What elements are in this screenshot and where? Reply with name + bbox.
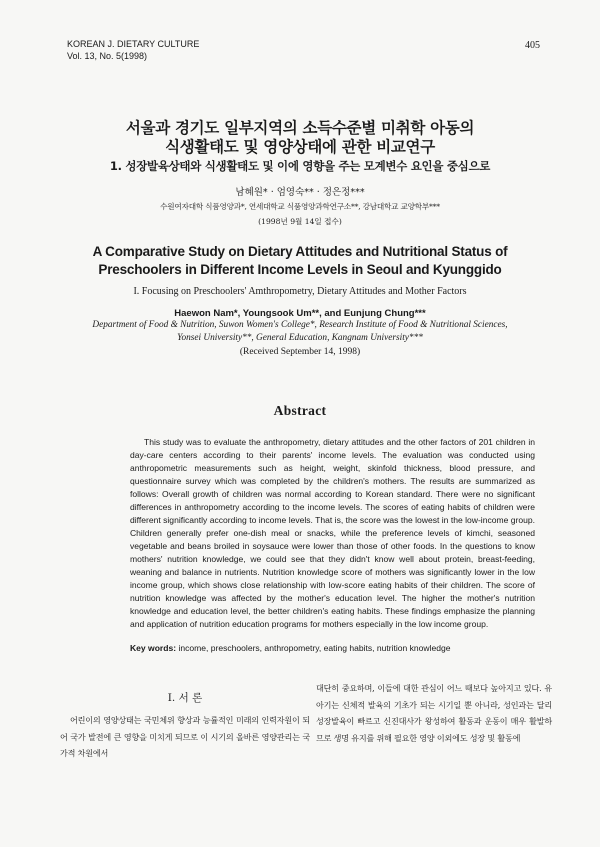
english-affiliation-line-2: Yonsei University**, General Education, Kangnam University*** [177, 333, 423, 343]
korean-authors: 남혜원* · 엄영숙** · 정은정*** [235, 187, 365, 198]
page-number: 405 [525, 40, 540, 51]
english-subtitle: I. Focusing on Preschoolers' Amthropometry, Dietary Attitudes and Mother Factors [133, 286, 467, 297]
section-heading-introduction: I. 서 론 [167, 692, 203, 704]
intro-right-column: 대단히 중요하며, 이들에 대한 관심이 어느 때보다 높아지고 있다. 유아기는 신체적 발육의 기초가 되는 시기일 뿐 아니라, 성인과는 달리 성장발육이 빠르고 신진대사가 왕성하여 활동과 운동이 매우 활발하므로 생명 유지를 위해 필요한 영양 이외에도 성장 및 활동에 [316, 683, 552, 743]
keywords [130, 643, 540, 653]
english-affiliation-line-1: Department of Food & Nutrition, Suwon Women's College*, Research Institute of Food & Nutritional Sciences, [92, 320, 508, 330]
intro-left-column: 어린이의 영양상태는 국민체위 향상과 능률적인 미래의 인력자원이 되어 국가 발전에 큰 영향을 미치게 되므로 이 시기의 올바른 영양관리는 국가적 차원에서 [60, 715, 310, 758]
journal-volume: Vol. 13, No. 5(1998) [67, 51, 148, 61]
journal-name: KOREAN J. DIETARY CULTURE [67, 39, 200, 49]
english-received-date: (Received September 14, 1998) [239, 347, 361, 357]
abstract-body: This study was to evaluate the anthropometry, dietary attitudes and the other factors of 201 children in day-care centers according to their parents' income levels. The evaluation was conducted using anthropometric measurements such as height, weight, skinfold thickness, blood pressure, and questionnaire survey which was completed by the children's mothers. The results are summarized as follows: Overall growth of children was normal according to Korean standard. There were no significant differences in anthropometry according to the income levels. The scores of eating habits of children were different significantly according to income levels. That is, the score was the lowest in the low-income group. Children generally prefer one-dish meal or snacks, while the preference levels of kimchi, seasoned vegetable and beans broiled in soysauce were lower than those of other foods. In the questions to know mothers' nutrition knowledge, we could see that they didn't know well about protein, breast-feeding, weaning and balance in nutrients. Nutrition knowledge score of mothers was significantly lower in the low income group, which shows close relationship with low-score eating habits of their children. The score of nutrition knowledge was affected by the mother's education level. The higher the mother's nutrition knowledge and education level, the better children's eating habits. These findings emphasize the planning and application of nutrition education programs for mothers especially in the low income group. [130, 437, 535, 629]
korean-title-line-2: 식생활태도 및 영양상태에 관한 비교연구 [165, 138, 435, 156]
english-title-line-2: Preschoolers in Different Income Levels in Seoul and Kyunggido [98, 262, 502, 277]
korean-subtitle: 1. 성장발육상태와 식생활태도 및 이에 영향을 주는 모계변수 요인을 중심으로 [109, 159, 491, 173]
korean-title-line-1: 서울과 경기도 일부지역의 소득수준별 미취학 아동의 [125, 119, 475, 137]
keywords-list: income, preschoolers, anthropometry, eating habits, nutrition knowledge [176, 643, 451, 653]
english-authors: Haewon Nam*, Youngsook Um**, and Eunjung Chung*** [174, 308, 426, 319]
korean-received-date: (1998년 9월 14일 접수) [258, 217, 342, 226]
keywords-label: Key words: [130, 643, 177, 653]
korean-affiliations: 수원여자대학 식품영양과*, 연세대학교 식품영양과학연구소**, 강남대학교 교양학부*** [160, 202, 440, 211]
english-title-line-1: A Comparative Study on Dietary Attitudes and Nutritional Status of [92, 244, 508, 259]
journal-header [67, 38, 199, 62]
abstract-heading: Abstract [273, 403, 327, 418]
